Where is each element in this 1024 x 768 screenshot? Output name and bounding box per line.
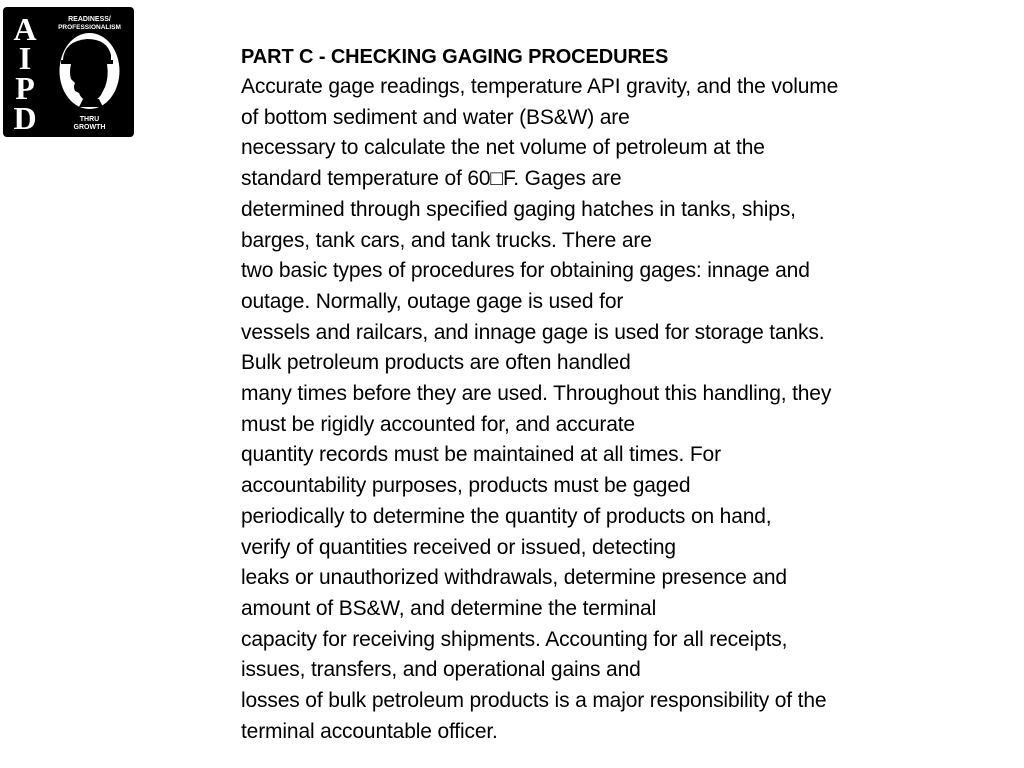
text-line: necessary to calculate the net volume of petroleum at the xyxy=(241,136,765,160)
text-line: vessels and railcars, and innage gage is used for storage tanks. xyxy=(241,320,825,344)
paragraph-text xyxy=(241,72,941,747)
text-line: outage. Normally, outage gage is used for xyxy=(241,289,624,313)
logo-bottom-text-2: GROWTH xyxy=(73,124,106,131)
logo-letter-i: I xyxy=(18,40,32,76)
text-line: capacity for receiving shipments. Accounting for all receipts, xyxy=(241,627,788,651)
aipd-logo xyxy=(3,7,134,137)
text-line: verify of quantities received or issued, detecting xyxy=(241,535,676,559)
text-line: leaks or unauthorized withdrawals, determine presence and xyxy=(241,566,787,590)
text-line: issues, transfers, and operational gains and xyxy=(241,658,641,682)
text-line: amount of BS&W, and determine the terminal xyxy=(241,596,657,620)
text-line: must be rigidly accounted for, and accurate xyxy=(241,412,635,436)
logo-letter-d: D xyxy=(13,100,37,136)
text-line: periodically to determine the quantity of products on hand, xyxy=(241,504,772,528)
page-title: PART C - CHECKING GAGING PROCEDURES xyxy=(241,46,669,68)
text-line: Accurate gage readings, temperature API gravity, and the volume xyxy=(241,75,839,98)
logo-top-text-2: PROFESSIONALISM xyxy=(58,24,121,31)
text-line: standard temperature of 60□F. Gages are xyxy=(241,167,622,191)
logo-letter-a: A xyxy=(13,11,37,47)
text-line: determined through specified gaging hatches in tanks, ships, xyxy=(241,197,796,221)
text-line: accountability purposes, products must be gaged xyxy=(241,474,691,498)
text-line: of bottom sediment and water (BS&W) are xyxy=(241,105,630,129)
document-body xyxy=(241,42,941,747)
text-line: two basic types of procedures for obtaining gages: innage and xyxy=(241,259,810,283)
text-line: quantity records must be maintained at all times. For xyxy=(241,443,721,467)
text-line: Bulk petroleum products are often handled xyxy=(241,351,631,375)
logo-top-text-1: READINESS/ xyxy=(68,16,111,23)
logo-letter-p: P xyxy=(15,70,35,106)
text-line: losses of bulk petroleum products is a major responsibility of the xyxy=(241,689,827,713)
text-line: terminal accountable officer. xyxy=(241,719,498,743)
logo-bottom-text-1: THRU xyxy=(79,116,100,123)
aipd-logo-graphic xyxy=(3,7,134,137)
text-line: barges, tank cars, and tank trucks. There are xyxy=(241,228,652,252)
text-line: many times before they are used. Throughout this handling, they xyxy=(241,382,832,406)
